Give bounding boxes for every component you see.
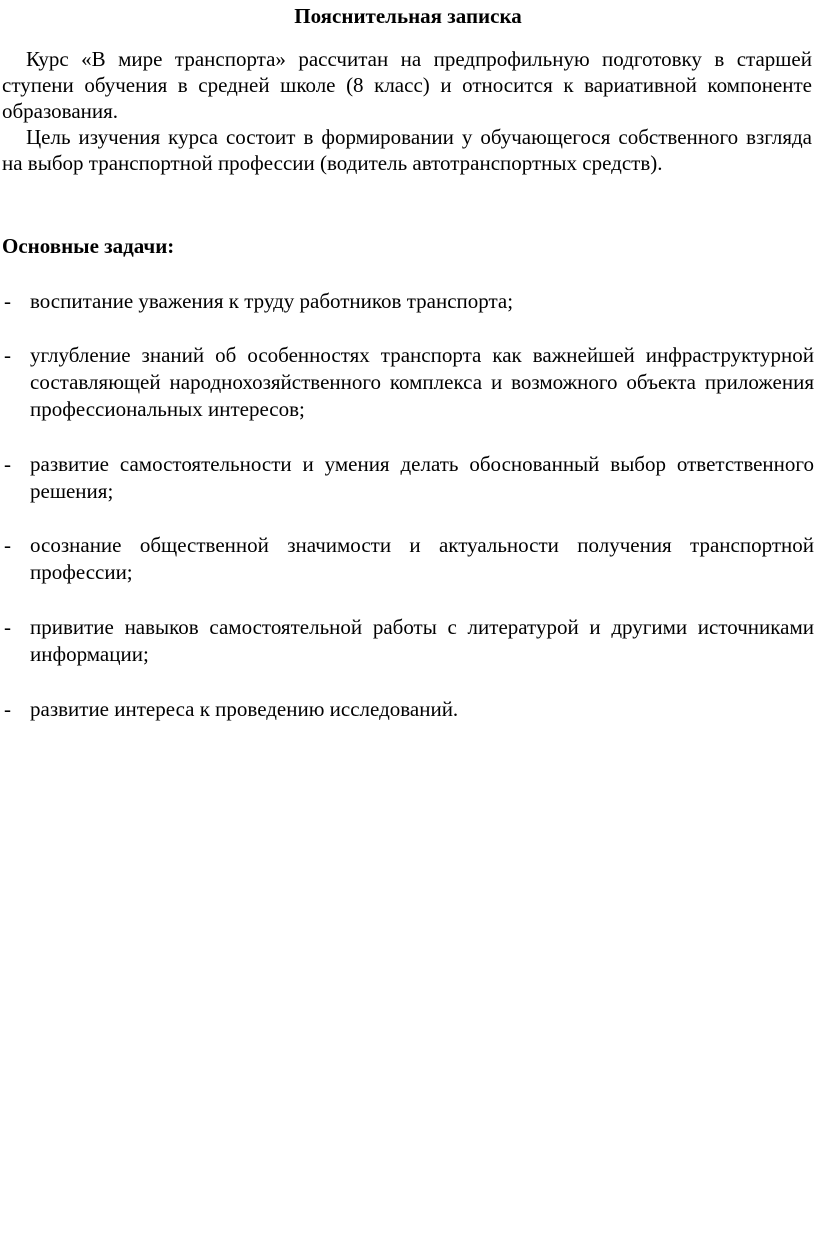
intro-paragraph: Цель изучения курса состоит в формировании у обучающегося собственного взгляда на выбор транспортной профессии (водитель автотранспортных средств). [2,125,812,175]
intro-paragraph: Курс «В мире транспорта» рассчитан на предпрофильную подготовку в старшей ступени обучения в средней школе (8 класс) и относится к вариативной компоненте образования. [2,47,812,123]
bullet-dash: - [4,289,11,313]
list-item-text: воспитание уважения к труду работников транспорта; [30,289,514,313]
document-title: Пояснительная записка [294,4,522,28]
bullet-dash: - [4,533,11,557]
list-item-text: развитие интереса к проведению исследований. [30,697,459,721]
list-item-text: углубление знаний об особенностях транспорта как важнейшей инфраструктурной составляющей народнохозяйственного комплекса и возможного объекта приложения профессиональных интересов; [30,343,814,421]
bullet-dash: - [4,697,11,721]
intro-section [2,46,812,176]
tasks-heading: Основные задачи: [2,234,175,258]
list-item-text: привитие навыков самостоятельной работы с литературой и другими источниками информации; [30,615,814,666]
bullet-dash: - [4,343,11,367]
list-item-text: осознание общественной значимости и актуальности получения транспортной профессии; [30,533,814,584]
bullet-dash: - [4,615,11,639]
bullet-dash: - [4,452,11,476]
list-item-text: развитие самостоятельности и умения делать обоснованный выбор ответственного решения; [30,452,814,503]
